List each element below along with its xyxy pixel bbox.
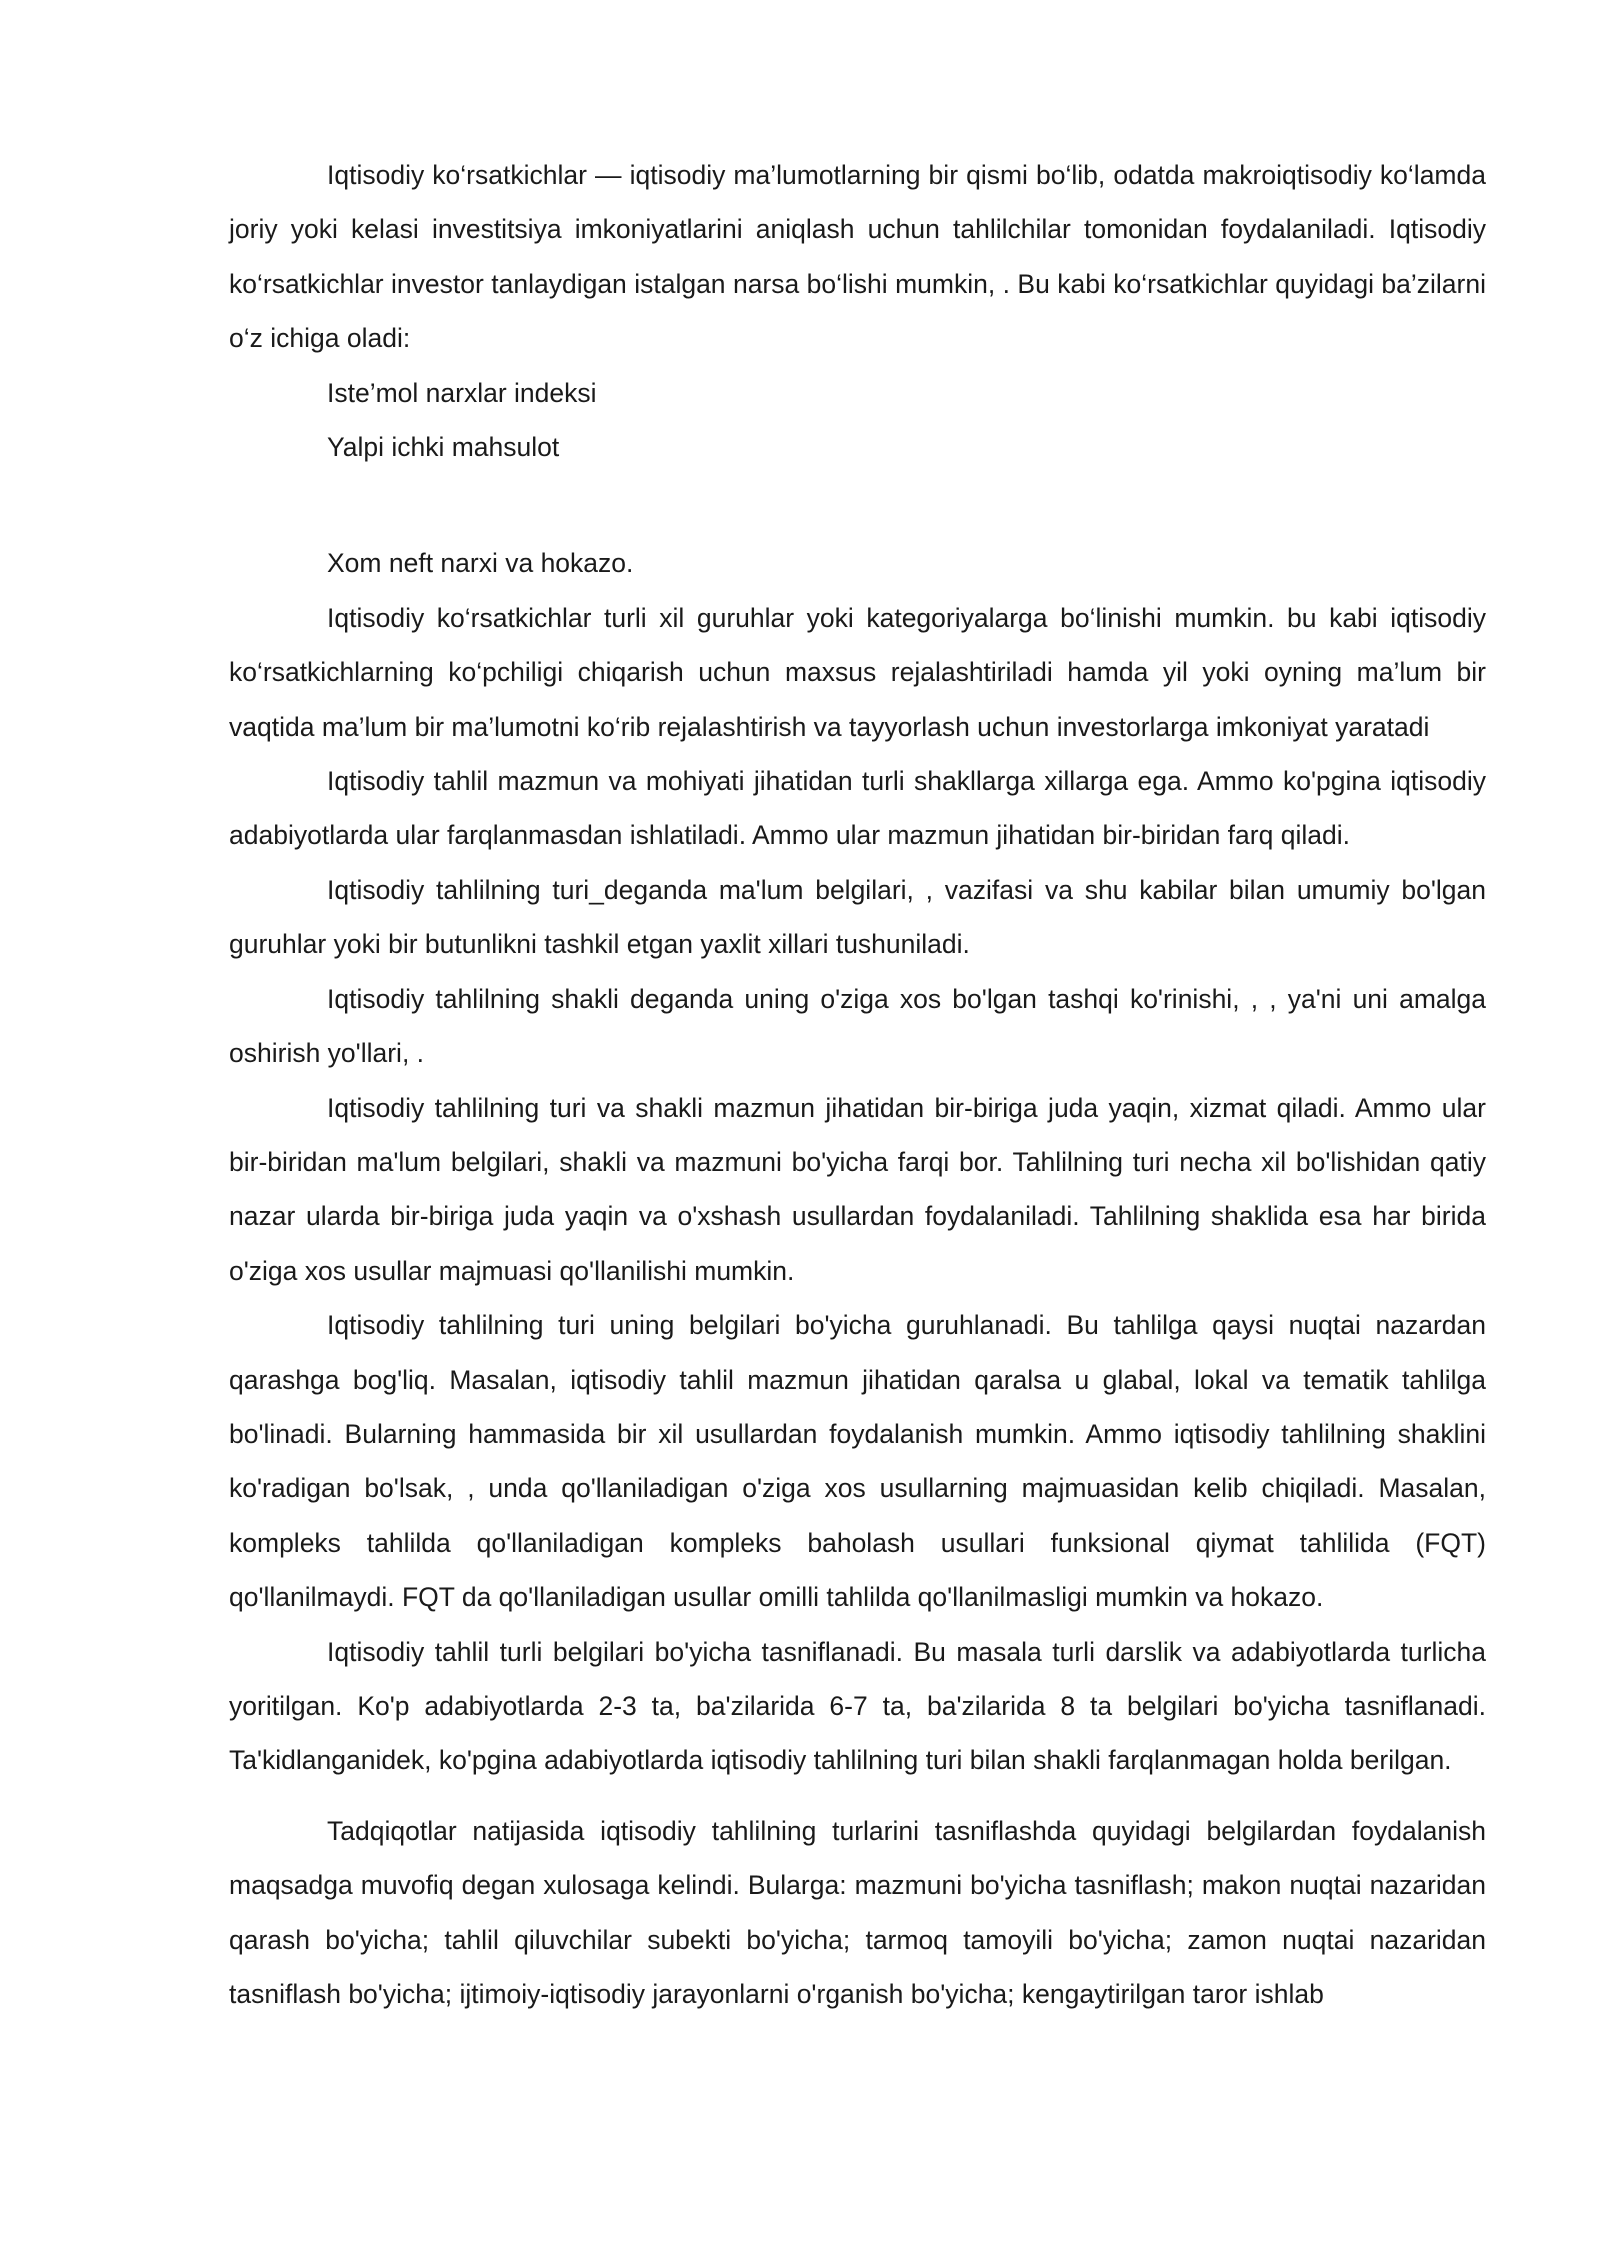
paragraph-type-and-form: Iqtisodiy tahlilning turi va shakli mazmun jihatidan bir-biriga juda yaqin, xizmat qiladi. Ammo ular bir-biridan ma'lum belgilari, shakli va mazmuni bo'yicha farqi bor. Tahlilning turi necha xil bo'lishidan qatiy nazar ularda bir-biriga juda yaqin va o'xshash usullardan foydalaniladi. Tahlilning shaklida esa har birida o'ziga xos usullar majmuasi qo'llanilishi mumkin. xyxy=(229,1092,1486,1286)
list-item-gdp: Yalpi ichki mahsulot xyxy=(327,432,560,463)
list-item-oil-price: Xom neft narxi va hokazo. xyxy=(327,548,634,579)
paragraph-indicator-categories: Iqtisodiy ko‘rsatkichlar turli xil guruhlar yoki kategoriyalarga bo‘linishi mumkin. bu kabi iqtisodiy ko‘rsatkichlarning ko‘pchiligi chiqarish uchun maxsus rejalashtiriladi hamda yil yoki oyning ma’lum bir vaqtida ma’lum bir ma’lumotni ko‘rib rejalashtirish va tayyorlash uchun investorlarga imkoniyat yaratadi xyxy=(229,602,1486,742)
blank-line xyxy=(229,474,1486,536)
paragraph-analysis-form-definition: Iqtisodiy tahlilning shakli deganda uning o'ziga xos bo'lgan tashqi ko'rinishi, , , ya'ni uni amalga oshirish yo'llari, . xyxy=(229,983,1486,1069)
document-page xyxy=(229,148,1486,2021)
paragraph-classification: Iqtisodiy tahlil turli belgilari bo'yicha tasniflanadi. Bu masala turli darslik va adabiyotlarda turlicha yoritilgan. Ko'p adabiyotlarda 2-3 ta, ba'zilarida 6-7 ta, ba'zilarida 8 ta belgilari bo'yicha tasniflanadi. Ta'kidlanganidek, ko'pgina adabiyotlarda iqtisodiy tahlilning turi bilan shakli farqlanmagan holda berilgan. xyxy=(229,1636,1486,1776)
intro-paragraph: Iqtisodiy ko‘rsatkichlar — iqtisodiy ma’lumotlarning bir qismi bo‘lib, odatda makroiqtisodiy ko‘lamda joriy yoki kelasi investitsiya imkoniyatlarini aniqlash uchun tahlilchilar tomonidan foydalaniladi. Iqtisodiy ko‘rsatkichlar investor tanlaydigan istalgan narsa bo‘lishi mumkin, . Bu kabi ko‘rsatkichlar quyidagi ba’zilarni o‘z ichiga oladi: xyxy=(229,160,1486,354)
paragraph-analysis-type-definition: Iqtisodiy tahlilning turi_deganda ma'lum belgilari, , vazifasi va shu kabilar bilan umumiy bo'lgan guruhlar yoki bir butunlikni tashkil etgan yaxlit xillari tushuniladi. xyxy=(229,874,1486,960)
paragraph-research-conclusion: Tadqiqotlar natijasida iqtisodiy tahlilning turlarini tasniflashda quyidagi belgilardan foydalanish maqsadga muvofiq degan xulosaga kelindi. Bularga: mazmuni bo'yicha tasniflash; makon nuqtai nazaridan qarash bo'yicha; tahlil qiluvchilar subekti bo'yicha; tarmoq tamoyili bo'yicha; zamon nuqtai nazaridan tasniflash bo'yicha; ijtimoiy-iqtisodiy jarayonlarni o'rganish bo'yicha; kengaytirilgan taror ishlab xyxy=(229,1815,1486,2009)
paragraph-analysis-forms: Iqtisodiy tahlil mazmun va mohiyati jihatidan turli shakllarga xillarga ega. Ammo ko'pgina iqtisodiy adabiyotlarda ular farqlanmasdan ishlatiladi. Ammo ular mazmun jihatidan bir-biridan farq qiladi. xyxy=(229,766,1486,851)
list-item-cpi: Iste’mol narxlar indeksi xyxy=(327,377,597,408)
paragraph-type-grouping: Iqtisodiy tahlilning turi uning belgilari bo'yicha guruhlanadi. Bu tahlilga qaysi nuqtai nazardan qarashga bog'liq. Masalan, iqtisodiy tahlil mazmun jihatidan qaralsa u glabal, lokal va tematik tahlilga bo'linadi. Bularning hammasida bir xil usullardan foydalanish mumkin. Ammo iqtisodiy tahlilning shaklini ko'radigan bo'lsak, , unda qo'llaniladigan o'ziga xos usullarning majmuasidan kelib chiqiladi. Masalan, kompleks tahlilda qo'llaniladigan kompleks baholash usullari funksional qiymat tahlilida (FQT) qo'llanilmaydi. FQT da qo'llaniladigan usullar omilli tahlilda qo'llanilmasligi mumkin va hokazo. xyxy=(229,1310,1486,1613)
